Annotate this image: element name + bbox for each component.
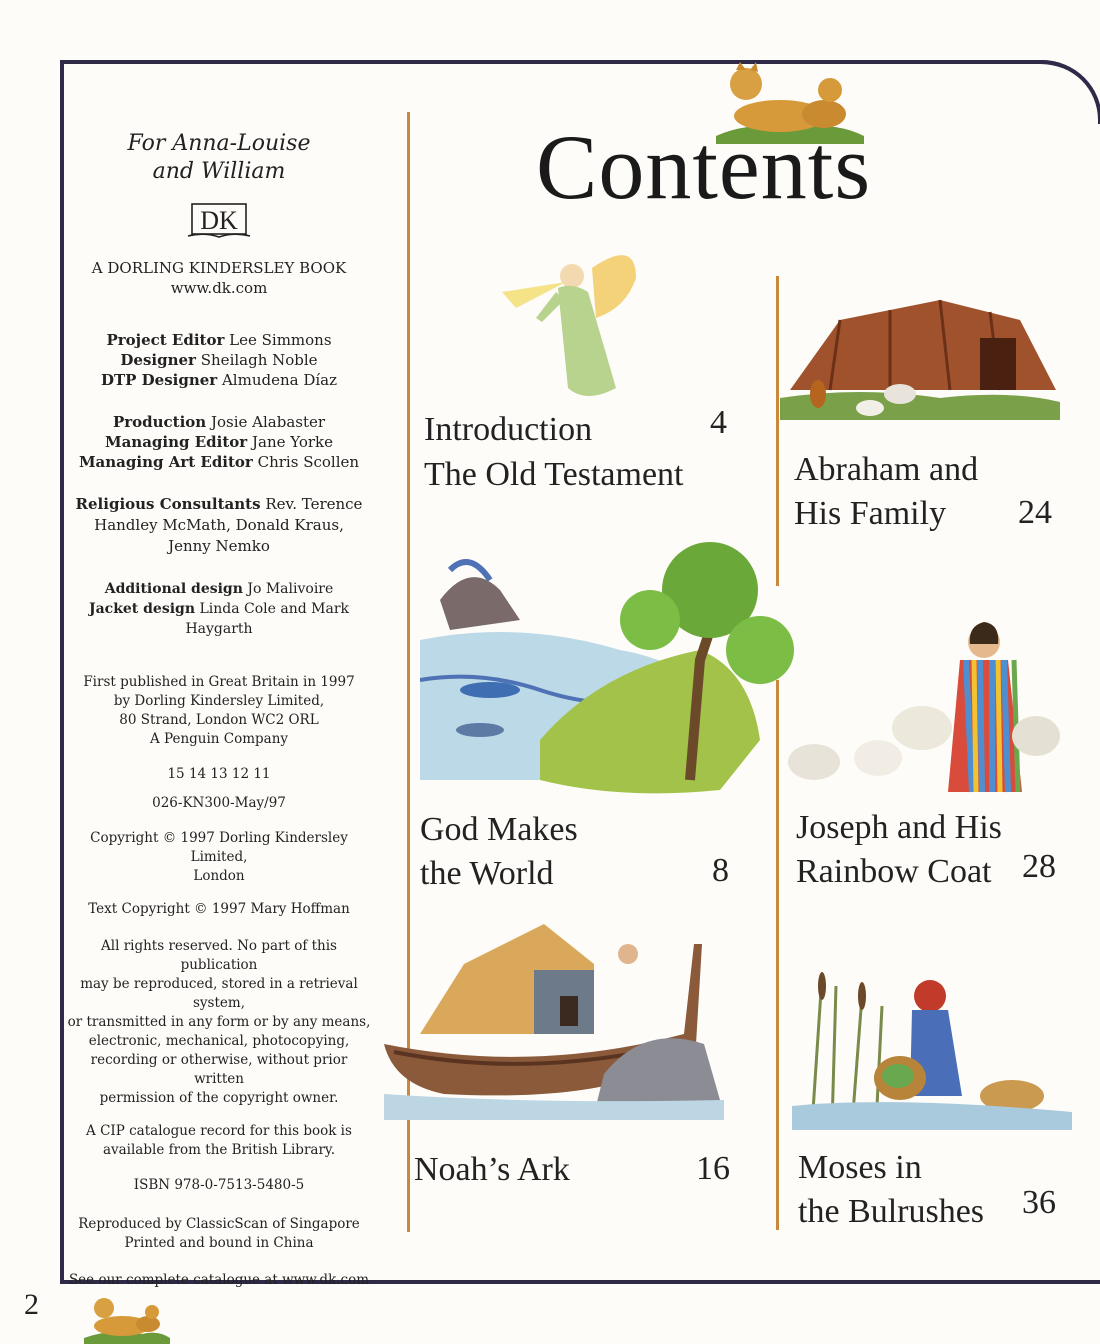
text-line: permission of the copyright owner. bbox=[99, 1090, 339, 1106]
dk-logo-icon bbox=[186, 202, 252, 240]
entry-god-line1: God Makes bbox=[420, 811, 578, 848]
entry-joseph-line1: Joseph and His bbox=[796, 809, 1002, 846]
entry-noahs-ark[interactable]: Noah’s Ark bbox=[414, 1151, 570, 1188]
entry-abraham-line2: His Family bbox=[794, 495, 947, 532]
text-line: First published in Great Britain in 1997 bbox=[83, 674, 355, 690]
cip-notice bbox=[66, 1122, 372, 1160]
copyright-2: Text Copyright © 1997 Mary Hoffman bbox=[88, 901, 350, 917]
text-line: A Penguin Company bbox=[149, 731, 289, 747]
text-line: Reproduced by ClassicScan of Singapore bbox=[78, 1216, 360, 1232]
book-code: 026-KN300-May/97 bbox=[152, 795, 286, 811]
entry-introduction-page: 4 bbox=[710, 404, 727, 441]
text-line: recording or otherwise, without prior written bbox=[90, 1052, 348, 1087]
text-line: All rights reserved. No part of this publication bbox=[101, 938, 337, 973]
reproduction-notice bbox=[66, 1215, 372, 1253]
text-line: or transmitted in any form or by any means, bbox=[67, 1014, 371, 1030]
publisher-url: www.dk.com bbox=[170, 279, 268, 297]
entry-abraham[interactable] bbox=[794, 448, 978, 536]
text-line: Copyright © 1997 Dorling Kindersley Limited, bbox=[90, 830, 348, 865]
credit-row: Managing Editor Jane Yorke bbox=[104, 433, 334, 451]
credit-row: Managing Art Editor Chris Scollen bbox=[78, 453, 360, 471]
print-line: 15 14 13 12 11 bbox=[167, 766, 271, 782]
entry-joseph[interactable] bbox=[796, 806, 1002, 894]
text-line: electronic, mechanical, photocopying, bbox=[88, 1033, 350, 1049]
text-line: A CIP catalogue record for this book is bbox=[86, 1123, 352, 1139]
entry-old-testament[interactable]: The Old Testament bbox=[424, 456, 684, 493]
lions-small-illustration-icon bbox=[82, 1290, 172, 1344]
entry-abraham-page: 24 bbox=[1018, 494, 1052, 531]
ark-illustration-icon bbox=[384, 924, 724, 1120]
creation-illustration-icon bbox=[420, 540, 815, 800]
entry-god-line2: the World bbox=[420, 855, 554, 892]
entry-god-makes-world[interactable] bbox=[420, 808, 578, 896]
publisher-name: A DORLING KINDERSLEY BOOK bbox=[91, 259, 347, 277]
entry-noah-page: 16 bbox=[696, 1150, 730, 1187]
entry-moses-line2: the Bulrushes bbox=[798, 1193, 985, 1230]
entry-introduction[interactable]: Introduction bbox=[424, 411, 593, 448]
text-line: available from the British Library. bbox=[102, 1142, 336, 1158]
copyright-1 bbox=[66, 829, 372, 886]
angel-illustration-icon bbox=[496, 238, 646, 406]
text-line: Printed and bound in China bbox=[124, 1235, 314, 1251]
entry-joseph-line2: Rainbow Coat bbox=[796, 853, 992, 890]
credits-group-1 bbox=[66, 330, 372, 390]
credits-group-2 bbox=[66, 412, 372, 472]
page-number: 2 bbox=[24, 1288, 39, 1321]
credit-row: Religious Consultants Rev. Terence bbox=[75, 495, 363, 513]
credit-row: Project Editor Lee Simmons bbox=[106, 331, 332, 349]
text-line: 80 Strand, London WC2 ORL bbox=[119, 712, 319, 728]
credits-group-4 bbox=[66, 579, 372, 639]
dedication-line2: and William bbox=[152, 159, 286, 184]
entry-moses-page: 36 bbox=[1022, 1184, 1056, 1221]
entry-joseph-page: 28 bbox=[1022, 848, 1056, 885]
isbn: ISBN 978-0-7513-5480-5 bbox=[133, 1177, 305, 1193]
dedication bbox=[66, 130, 372, 186]
moses-illustration-icon bbox=[792, 966, 1072, 1130]
dk-logo-text: DK bbox=[200, 206, 238, 235]
text-line: may be reproduced, stored in a retrieval system, bbox=[80, 976, 358, 1011]
credit-row: Jacket design Linda Cole and Mark Haygarth bbox=[88, 601, 350, 637]
entry-moses[interactable] bbox=[798, 1146, 984, 1234]
consultants-cont: Handley McMath, Donald Kraus, bbox=[94, 516, 344, 534]
rights-notice bbox=[66, 937, 372, 1108]
entry-abraham-line1: Abraham and bbox=[794, 451, 979, 488]
credit-row: Production Josie Alabaster bbox=[112, 413, 326, 431]
catalogue-note: See our complete catalogue at www.dk.com bbox=[68, 1272, 370, 1288]
page-title: Contents bbox=[536, 116, 872, 218]
dedication-line1: For Anna-Louise bbox=[127, 131, 311, 156]
entry-moses-line1: Moses in bbox=[798, 1149, 922, 1186]
credit-row: Additional design Jo Malivoire bbox=[104, 581, 334, 597]
text-line: by Dorling Kindersley Limited, bbox=[113, 693, 325, 709]
credit-row: Designer Sheilagh Noble bbox=[120, 351, 318, 369]
entry-god-page: 8 bbox=[712, 852, 729, 889]
consultants-cont: Jenny Nemko bbox=[168, 537, 270, 555]
credits-column bbox=[66, 130, 372, 1290]
tent-illustration-icon bbox=[780, 290, 1060, 420]
credits-group-3 bbox=[66, 494, 372, 557]
credit-row: DTP Designer Almudena Díaz bbox=[100, 371, 338, 389]
publisher-block bbox=[66, 258, 372, 298]
first-published bbox=[66, 673, 372, 749]
joseph-illustration-icon bbox=[786, 612, 1076, 808]
text-line: London bbox=[193, 868, 245, 884]
